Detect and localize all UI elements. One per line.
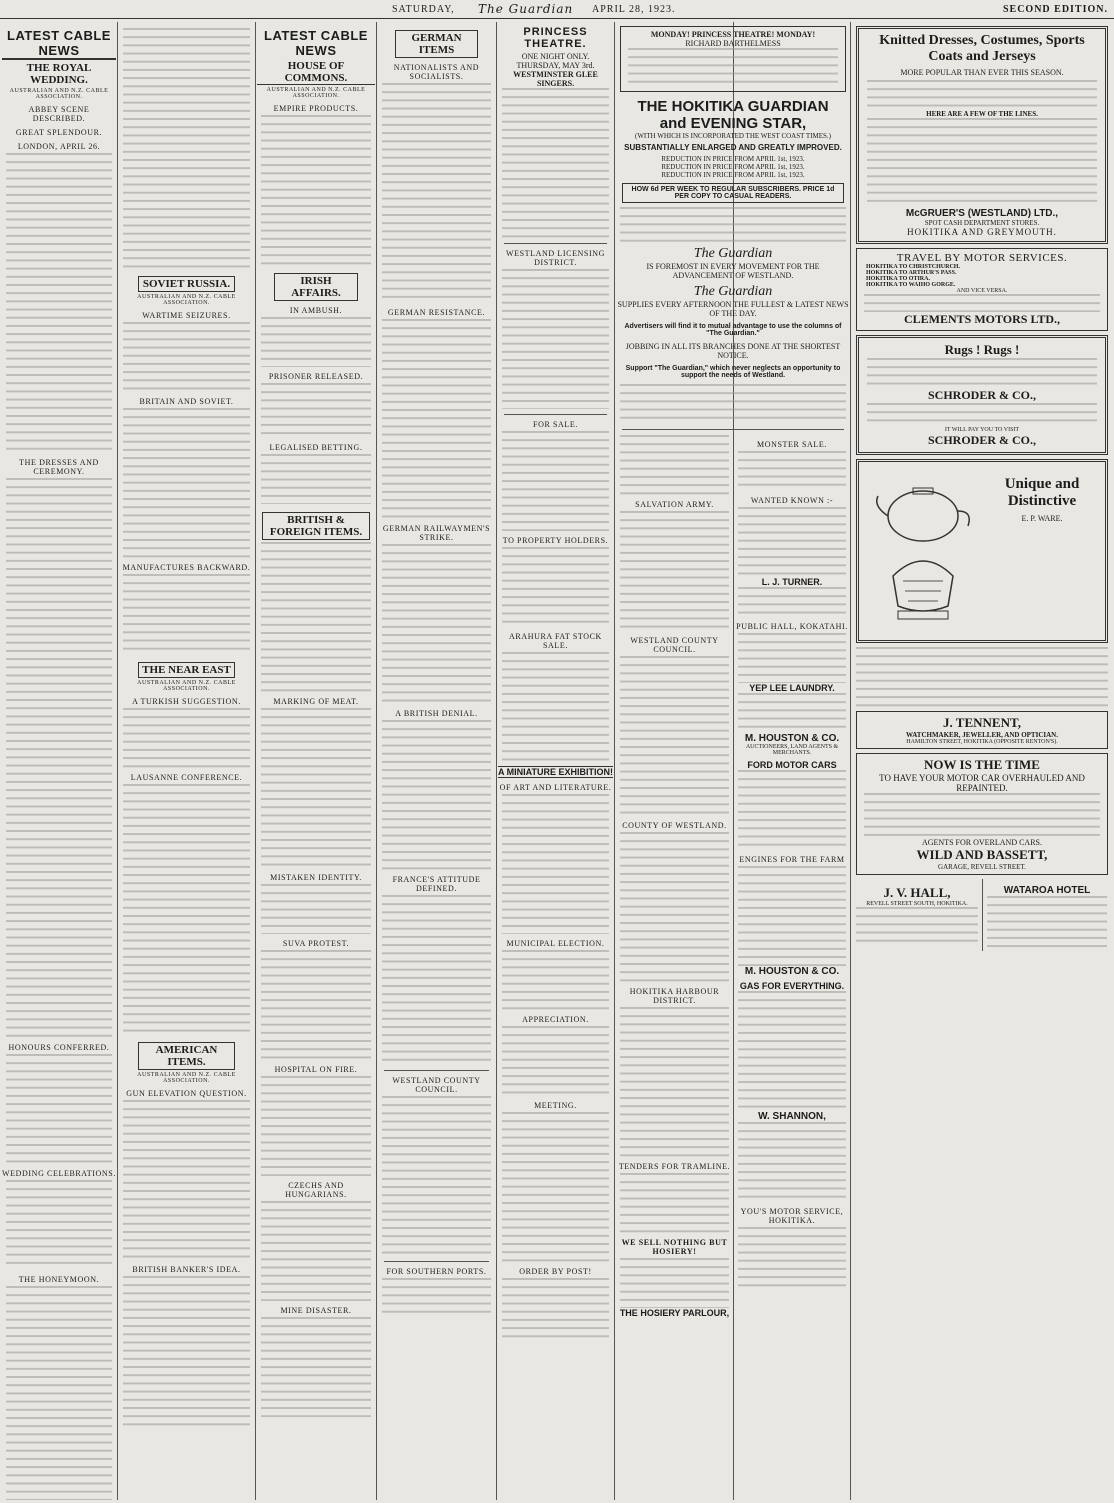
column-6 <box>616 22 850 1500</box>
notice-heading: MUNICIPAL ELECTION. <box>506 939 605 948</box>
mcgruers-store-sub: SPOT CASH DEPARTMENT STORES. <box>924 219 1040 227</box>
section-heading: LATEST CABLE NEWS <box>264 28 368 58</box>
ware-title: Unique and Distinctive <box>1004 476 1080 509</box>
article-body <box>382 319 491 519</box>
article-body <box>261 542 371 692</box>
support-note: Support "The Guardian," which never neglects an opportunity to support the needs of Westland. <box>625 365 841 379</box>
guardian-ad-subtitle: and EVENING STAR, <box>659 115 807 132</box>
motor-services-title: TRAVEL BY MOTOR SERVICES. <box>896 252 1068 264</box>
article-body <box>382 895 491 1065</box>
article-subhead: GERMAN RESISTANCE. <box>387 308 486 317</box>
article-subhead: GUN ELEVATION QUESTION. <box>126 1089 247 1098</box>
wire-credit: AUSTRALIAN AND N.Z. CABLE ASSOCIATION. <box>266 87 366 99</box>
route: HOKITIKA TO ARTHUR'S PASS. <box>866 270 957 276</box>
notice-body <box>620 1258 729 1308</box>
column-2 <box>119 22 254 1500</box>
ad-body <box>502 88 609 238</box>
hall-address: REVELL STREET SOUTH, HOKITIKA. <box>866 901 968 907</box>
article-subhead: GREAT SPLENDOUR. <box>15 128 103 137</box>
clements-motors: CLEMENTS MOTORS LTD., <box>903 312 1061 326</box>
theatre-ad-line: THURSDAY, MAY 3rd. <box>516 61 595 70</box>
notice-body <box>738 587 846 617</box>
guardian-ad-note: (WITH WHICH IS INCORPORATED THE WEST COAST TIMES.) <box>634 132 831 140</box>
article-subhead: THE HONEYMOON. <box>18 1275 100 1284</box>
article-subhead: MANUFACTURES BACKWARD. <box>122 563 251 572</box>
divider <box>504 243 607 244</box>
ad-body <box>620 207 846 242</box>
column-rule <box>614 22 615 1500</box>
section-heading: BRITISH & FOREIGN ITEMS. <box>262 512 370 540</box>
guardian-claim: IS FOREMOST IN EVERY MOVEMENT FOR THE ADVANCEMENT OF WESTLAND. <box>646 262 820 280</box>
ad-body <box>867 118 1097 208</box>
article-subhead: WEDDING CELEBRATIONS. <box>2 1169 116 1178</box>
notice-body <box>620 435 729 495</box>
article-body <box>382 544 491 704</box>
divider <box>504 414 607 415</box>
article-subhead: A TURKISH SUGGESTION. <box>132 697 241 706</box>
notice-body <box>738 1227 846 1287</box>
shipping-notice: FOR SOUTHERN PORTS. <box>386 1267 487 1276</box>
article-body <box>123 708 250 768</box>
schroder-ad <box>856 335 1108 455</box>
article-body <box>261 1076 371 1176</box>
notice-body <box>620 511 729 631</box>
article-subhead: MARKING OF MEAT. <box>273 697 359 706</box>
ad-body <box>864 793 1100 838</box>
subscription-note: HOW 6d PER WEEK TO REGULAR SUBSCRIBERS. PRICE 1d PER COPY TO CASUAL READERS. <box>622 183 844 203</box>
ad-body <box>628 48 838 88</box>
notice-heading: OF ART AND LITERATURE. <box>499 783 612 792</box>
column-3 <box>257 22 375 1500</box>
dateline: LONDON, APRIL 26. <box>17 142 101 151</box>
laundry-ad: YEP LEE LAUNDRY. <box>749 683 835 693</box>
masthead-paper-name: The Guardian <box>478 2 574 16</box>
notice-body <box>738 1122 846 1202</box>
wataroa-name: WATAROA HOTEL <box>1003 885 1091 896</box>
ad-body <box>867 80 1097 110</box>
tennent-ad <box>856 711 1108 749</box>
wild-bassett-ad <box>856 753 1108 875</box>
column-4 <box>378 22 495 1500</box>
teapot-illustration <box>863 466 983 631</box>
route: HOKITIKA TO CHRISTCHURCH. <box>866 264 960 270</box>
motor-services-ad <box>856 248 1108 331</box>
notices-subcolumn <box>734 435 850 1318</box>
column-rule <box>850 22 851 1500</box>
masthead-edition: SECOND EDITION. <box>1002 3 1108 15</box>
wire-credit: AUSTRALIAN AND N.Z. CABLE ASSOCIATION. <box>137 680 236 692</box>
bottom-ads <box>852 879 1112 951</box>
schroder-name: SCHRODER & CO., <box>927 388 1036 402</box>
notice-body <box>502 794 609 934</box>
section-heading: IRISH AFFAIRS. <box>274 273 359 301</box>
notice-body <box>738 693 846 733</box>
notice-body <box>502 547 609 627</box>
notice-body <box>738 991 846 1111</box>
notice-heading: TO PROPERTY HOLDERS. <box>502 536 609 545</box>
ad-body <box>620 384 846 424</box>
article-title: THE ROYAL WEDDING. <box>26 62 92 86</box>
article-body <box>382 1096 491 1256</box>
guardian-claim: SUPPLIES EVERY AFTERNOON THE FULLEST & LATEST NEWS OF THE DAY. <box>617 300 849 318</box>
column-rule <box>117 22 118 1500</box>
route: HOKITIKA TO OTIRA. <box>866 276 930 282</box>
article-body <box>261 317 371 367</box>
article-body <box>6 1286 112 1500</box>
column-rule <box>496 22 497 1500</box>
article-body <box>261 383 371 438</box>
article-body <box>261 1201 371 1301</box>
article-subhead: HOSPITAL ON FIRE. <box>274 1065 358 1074</box>
ad-body <box>856 907 978 947</box>
houston-ad-title: M. HOUSTON & CO. <box>744 733 840 744</box>
section-heading: SOVIET RUSSIA. <box>138 276 235 292</box>
notice-body <box>620 1173 729 1233</box>
notice-heading: WESTLAND LICENSING DISTRICT. <box>505 249 605 267</box>
mcgruers-towns: HOKITIKA AND GREYMOUTH. <box>907 227 1057 237</box>
ware-ad-text <box>983 466 1101 636</box>
ware-name: E. P. WARE. <box>1021 514 1063 523</box>
section-heading: AMERICAN ITEMS. <box>138 1042 235 1070</box>
article-body <box>261 950 371 1060</box>
theatre-ad-line: RICHARD BARTHELMESS <box>685 39 781 48</box>
notice-heading: APPRECIATION. <box>522 1015 589 1024</box>
article-subhead: MISTAKEN IDENTITY. <box>270 873 362 882</box>
article-subhead: NATIONALISTS AND SOCIALISTS. <box>393 63 480 81</box>
article-body <box>123 784 250 1034</box>
ad-body <box>867 403 1097 427</box>
exhibition-ad-title: A MINIATURE EXHIBITION! <box>498 767 613 777</box>
mcgruers-title: Knitted Dresses, Costumes, Sports Coats and Jerseys <box>879 33 1085 64</box>
price-line: REDUCTION IN PRICE FROM APRIL 1st, 1923. <box>661 155 805 163</box>
article-subhead: HONOURS CONFERRED. <box>8 1043 110 1052</box>
schroder-name: SCHRODER & CO., <box>927 433 1036 447</box>
notice-body <box>738 633 846 683</box>
notice-body <box>620 1007 729 1157</box>
notice-body <box>502 1026 609 1096</box>
article-body <box>123 1276 250 1426</box>
masthead-day: SATURDAY, <box>392 3 455 15</box>
notice-body <box>502 1112 609 1262</box>
mcgruers-store: McGRUER'S (WESTLAND) LTD., <box>905 208 1059 219</box>
article-subhead: CZECHS AND HUNGARIANS. <box>285 1181 347 1199</box>
turner-ad: L. J. TURNER. <box>761 577 823 587</box>
article-subhead: ABBEY SCENE DESCRIBED. <box>28 105 90 123</box>
notice-heading: SALVATION ARMY. <box>635 500 714 509</box>
wire-credit: AUSTRALIAN AND N.Z. CABLE ASSOCIATION. <box>137 1072 236 1084</box>
price-line: REDUCTION IN PRICE FROM APRIL 1st, 1923. <box>661 171 805 179</box>
ad-body <box>856 647 1108 707</box>
hall-name: J. V. HALL, <box>883 885 951 900</box>
article-subhead: FRANCE'S ATTITUDE DEFINED. <box>392 875 481 893</box>
route: HOKITIKA TO WAIHO GORGE. <box>866 282 956 288</box>
advertiser-note: Advertisers will find it to mutual advantage to use the columns of "The Guardian." <box>624 323 842 337</box>
notice-heading: PUBLIC HALL, KOKATAHI. <box>736 622 848 631</box>
article-body <box>261 884 371 934</box>
divider <box>622 429 844 430</box>
notice-body <box>502 1278 609 1338</box>
theatre-ad <box>620 26 846 92</box>
route-note: AND VICE VERSA. <box>956 288 1008 294</box>
article-body <box>123 1100 250 1260</box>
article-body <box>6 478 112 1038</box>
notice-body <box>620 832 729 982</box>
tennent-name: J. TENNENT, <box>943 715 1021 730</box>
notice-heading: ARAHURA FAT STOCK SALE. <box>509 632 602 650</box>
notice-heading: FOR SALE. <box>533 420 578 429</box>
notice-heading: WESTLAND COUNTY COUNCIL. <box>630 636 719 654</box>
wataroa-ad <box>983 879 1111 951</box>
article-subhead: GERMAN RAILWAYMEN'S STRIKE. <box>382 524 491 542</box>
masthead <box>0 0 1114 19</box>
guardian-script-title: The Guardian <box>693 246 773 261</box>
notice-body <box>502 269 609 409</box>
price-line: REDUCTION IN PRICE FROM APRIL 1st, 1923. <box>661 163 805 171</box>
notice-heading: MEETING. <box>534 1101 577 1110</box>
article-title: HOUSE OF COMMONS. <box>257 60 375 85</box>
schroder-line: IT WILL PAY YOU TO VISIT <box>944 427 1020 433</box>
wild-bassett-name: WILD AND BASSETT, <box>916 847 1048 862</box>
column-rule <box>376 22 377 1500</box>
article-subhead: BRITISH BANKER'S IDEA. <box>132 1265 241 1274</box>
notice-body <box>502 950 609 1010</box>
guardian-ad-title: THE HOKITIKA GUARDIAN <box>637 98 829 115</box>
column-8 <box>852 22 1112 1500</box>
notice-heading: ENGINES FOR THE FARM <box>739 855 845 864</box>
mcgruers-sub: MORE POPULAR THAN EVER THIS SEASON. <box>900 68 1064 77</box>
notice-heading: COUNTY OF WESTLAND. <box>622 821 727 830</box>
article-body <box>382 83 491 303</box>
article-subhead: WESTLAND COUNTY COUNCIL. <box>392 1076 481 1094</box>
article-subhead: WARTIME SEIZURES. <box>142 311 231 320</box>
article-subhead: SUVA PROTEST. <box>282 939 350 948</box>
theatre-ad-title: MONDAY! PRINCESS THEATRE! MONDAY! <box>650 30 816 39</box>
notice-heading: YOU'S MOTOR SERVICE, HOKITIKA. <box>740 1207 844 1225</box>
rugs-title: Rugs ! Rugs ! <box>944 342 1020 357</box>
overhaul-line: TO HAVE YOUR MOTOR CAR OVERHAULED AND REPAINTED. <box>879 773 1085 793</box>
notice-heading: WANTED KNOWN :- <box>750 496 834 505</box>
ad-body <box>864 294 1100 312</box>
article-body <box>6 1054 112 1164</box>
article-body <box>123 322 250 392</box>
notice-body <box>502 652 609 762</box>
notices-row <box>616 435 850 1318</box>
column-rule <box>255 22 256 1500</box>
theatre-ad-line: ONE NIGHT ONLY. <box>521 52 590 61</box>
houston-ad-title: M. HOUSTON & CO. <box>744 966 840 977</box>
jobbing-note: JOBBING IN ALL ITS BRANCHES DONE AT THE SHORTEST NOTICE. <box>625 342 841 360</box>
column-1 <box>2 22 116 1500</box>
notice-body <box>738 507 846 577</box>
article-subhead: BRITAIN AND SOVIET. <box>139 397 234 406</box>
article-body <box>382 720 491 870</box>
notice-heading: HOKITIKA HARBOUR DISTRICT. <box>629 987 720 1005</box>
ware-ad <box>856 459 1108 643</box>
hosiery-parlour: THE HOSIERY PARLOUR, <box>619 1308 730 1318</box>
article-subhead: A BRITISH DENIAL. <box>395 709 478 718</box>
houston-ad-sub: AUCTIONEERS, LAND AGENTS & MERCHANTS. <box>745 744 839 756</box>
theatre-ad-title: PRINCESS THEATRE. <box>523 26 588 50</box>
article-subhead: THE DRESSES AND CEREMONY. <box>19 458 99 476</box>
article-body <box>261 1317 371 1417</box>
wire-credit: AUSTRALIAN AND N.Z. CABLE ASSOCIATION. <box>137 294 236 306</box>
guardian-script-title: The Guardian <box>693 284 773 299</box>
ford-cars-ad: FORD MOTOR CARS <box>747 760 837 770</box>
hall-ad <box>852 879 982 951</box>
notice-body <box>738 451 846 491</box>
article-subhead: LAUSANNE CONFERENCE. <box>130 773 243 782</box>
tennent-trade: WATCHMAKER, JEWELLER, AND OPTICIAN. <box>906 731 1058 739</box>
notice-heading: MONSTER SALE. <box>756 440 828 449</box>
divider <box>384 1070 489 1071</box>
article-body <box>261 115 371 265</box>
article-body <box>261 708 371 868</box>
article-body <box>123 28 250 268</box>
notice-body <box>738 770 846 850</box>
notice-body <box>620 656 729 816</box>
guardian-ad-tagline: SUBSTANTIALLY ENLARGED AND GREATLY IMPROVED. <box>624 143 842 152</box>
gas-ad: GAS FOR EVERYTHING. <box>739 981 845 991</box>
article-body <box>6 1180 112 1270</box>
notices-subcolumn <box>616 435 733 1318</box>
ad-body <box>987 896 1107 951</box>
masthead-date: APRIL 28, 1923. <box>592 3 676 15</box>
notice-body <box>502 431 609 531</box>
section-heading: GERMAN ITEMS <box>395 30 479 58</box>
tennent-address: HAMILTON STREET, HOKITIKA (OPPOSITE RENTON'S). <box>906 739 1058 745</box>
section-heading: THE NEAR EAST <box>138 662 235 678</box>
divider <box>384 1261 489 1262</box>
article-subhead: MINE DISASTER. <box>280 1306 352 1315</box>
notice-heading: TENDERS FOR TRAMLINE. <box>618 1162 731 1171</box>
article-subhead: EMPIRE PRODUCTS. <box>273 104 359 113</box>
notice-heading: WE SELL NOTHING BUT HOSIERY! <box>621 1238 728 1256</box>
mcgruers-lines: HERE ARE A FEW OF THE LINES. <box>926 110 1038 118</box>
article-body <box>261 454 371 504</box>
section-heading: LATEST CABLE NEWS <box>2 28 116 60</box>
article-body <box>382 1278 491 1318</box>
article-body <box>123 574 250 654</box>
theatre-ad-line: WESTMINSTER GLEE SINGERS. <box>513 70 598 88</box>
wire-credit: AUSTRALIAN AND N.Z. CABLE ASSOCIATION. <box>9 88 109 100</box>
notice-heading: ORDER BY POST! <box>519 1267 592 1276</box>
article-subhead: IN AMBUSH. <box>289 306 343 315</box>
notice-body <box>738 866 846 966</box>
now-is-the-time: NOW IS THE TIME <box>924 757 1040 772</box>
article-body <box>123 408 250 558</box>
mcgruers-ad <box>856 26 1108 244</box>
ad-body <box>867 358 1097 388</box>
wild-bassett-address: GARAGE, REVELL STREET. <box>938 863 1026 871</box>
article-body <box>6 153 112 453</box>
column-5 <box>498 22 613 1500</box>
article-subhead: LEGALISED BETTING. <box>269 443 363 452</box>
agents-line: AGENTS FOR OVERLAND CARS. <box>921 838 1042 847</box>
article-subhead: PRISONER RELEASED. <box>268 372 364 381</box>
shannon-ad: W. SHANNON, <box>758 1111 826 1122</box>
